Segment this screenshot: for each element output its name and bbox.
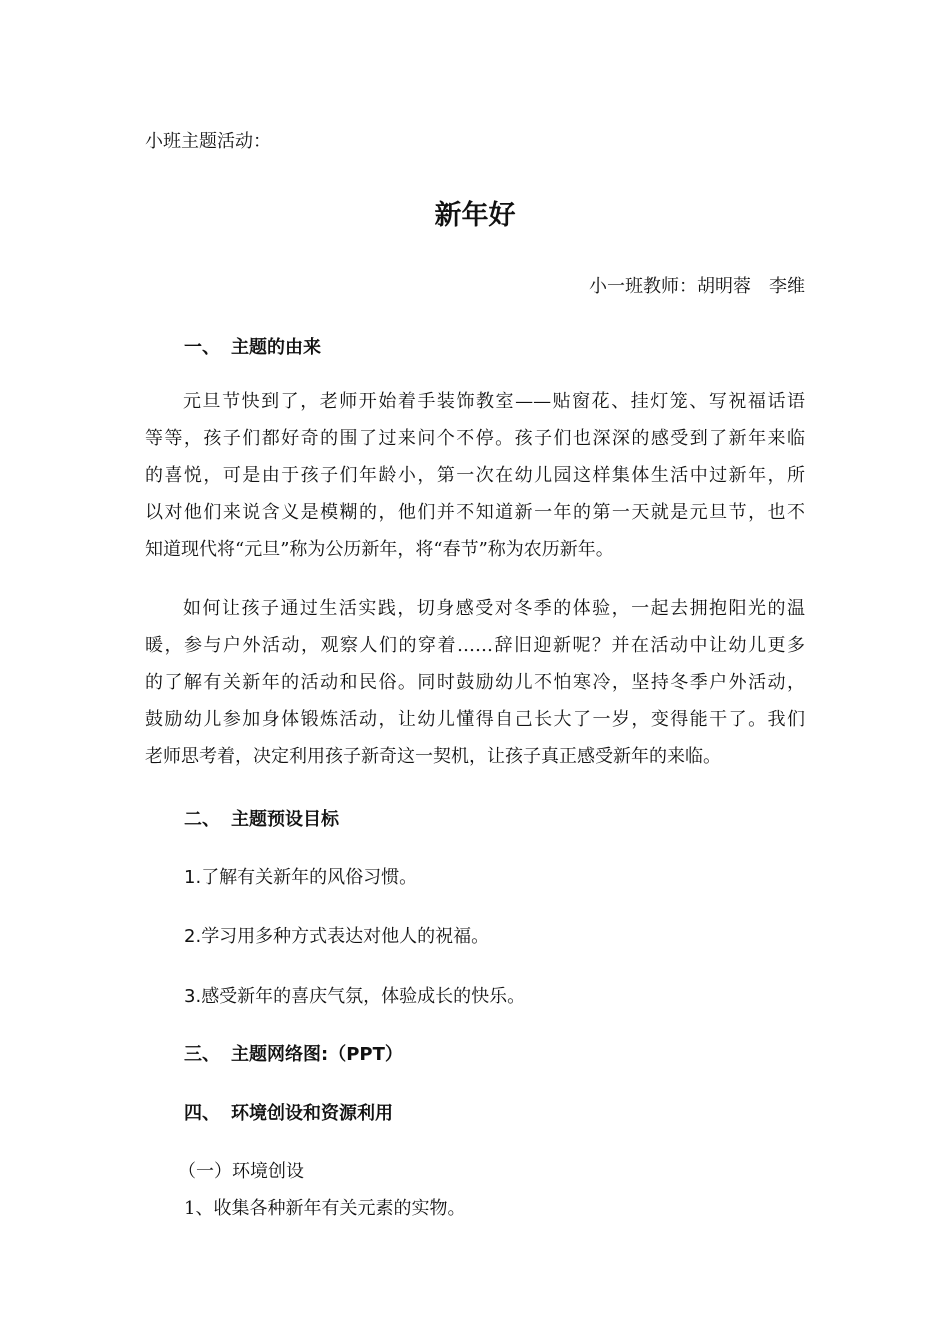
paragraph-line: 的了解有关新年的活动和民俗。同时鼓励幼儿不怕寒冷，坚持冬季户外活动，: [145, 672, 805, 693]
section-3-heading: [184, 1040, 403, 1066]
list-item: 1、收集各种新年有关元素的实物。: [184, 1198, 466, 1219]
section-4-title: 环境创设和资源利用: [231, 1103, 393, 1124]
goal-text: 感受新年的喜庆气氛，体验成长的快乐。: [201, 986, 526, 1007]
author-line: 小一班教师：胡明蓉 李维: [589, 276, 805, 297]
environment-subheading: （一）环境创设: [178, 1161, 304, 1182]
paragraph-line: 以对他们来说含义是模糊的，他们并不知道新一年的第一天就是元旦节，也不: [145, 502, 805, 523]
paragraph-line: 等等，孩子们都好奇的围了过来问个不停。孩子们也深深的感受到了新年来临: [145, 428, 805, 449]
paragraph-line: 的喜悦，可是由于孩子们年龄小，第一次在幼儿园这样集体生活中过新年，所: [145, 465, 805, 486]
paragraph-line: 知道现代将“元旦”称为公历新年，将“春节”称为农历新年。: [145, 539, 614, 560]
section-4-heading: [184, 1099, 393, 1125]
paragraph-line: 如何让孩子通过生活实践，切身感受对冬季的体验，一起去拥抱阳光的温: [183, 598, 805, 619]
paragraph-line: 鼓励幼儿参加身体锻炼活动，让幼儿懂得自己长大了一岁，变得能干了。我们: [145, 709, 805, 730]
paragraph-line: 暖，参与户外活动，观察人们的穿着……辞旧迎新呢？并在活动中让幼儿更多: [145, 635, 805, 656]
section-1-heading: [184, 333, 321, 359]
goal-text: 学习用多种方式表达对他人的祝福。: [201, 926, 490, 947]
section-4-number: 四、: [184, 1103, 220, 1124]
goal-number: 2.: [184, 926, 202, 947]
paragraph-line: 元旦节快到了，老师开始着手装饰教室——贴窗花、挂灯笼、写祝福话语: [183, 391, 805, 412]
section-3-number: 三、: [184, 1044, 220, 1065]
section-2-heading: [184, 805, 339, 831]
series-label: 小班主题活动：: [145, 131, 271, 152]
goal-number: 1.: [184, 867, 202, 888]
document-title: 新年好: [434, 200, 516, 231]
goal-number: 3.: [184, 986, 202, 1007]
section-1-title: 主题的由来: [231, 337, 321, 358]
paragraph-line: 老师思考着，决定利用孩子新奇这一契机，让孩子真正感受新年的来临。: [145, 746, 721, 767]
goal-item-3: [184, 982, 525, 1008]
section-1-paragraph-1: [145, 383, 805, 568]
goal-text: 了解有关新年的风俗习惯。: [201, 867, 418, 888]
section-3-title: 主题网络图:（PPT）: [231, 1044, 403, 1065]
section-2-title: 主题预设目标: [231, 809, 339, 830]
goal-item-1: [184, 863, 417, 889]
section-1-paragraph-2: [145, 590, 805, 775]
goal-item-2: [184, 922, 489, 948]
section-1-number: 一、: [184, 337, 220, 358]
section-2-number: 二、: [184, 809, 220, 830]
